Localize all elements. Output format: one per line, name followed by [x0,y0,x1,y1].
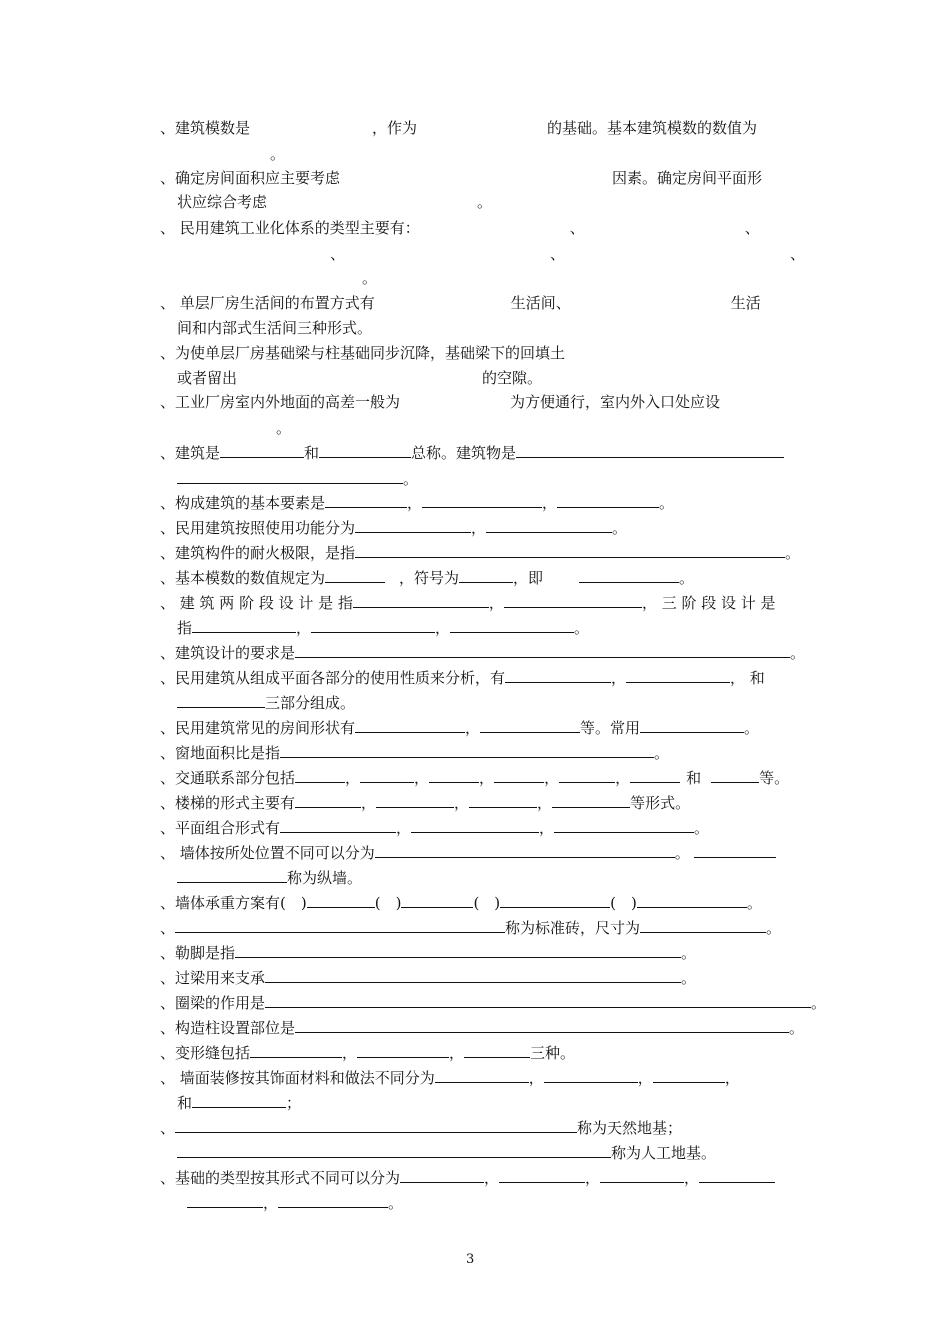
question-2-line-2: 状应综合考虑 。 [177,193,493,211]
blank [557,493,659,508]
question-14-line-1: 、民用建筑从组成平面各部分的使用性质来分析，有 ， ， 和 [160,669,765,687]
blank [653,1068,725,1083]
blank [422,493,542,508]
page-number: 3 [466,1252,475,1267]
question-29-line-2: 称为人工地基。 [177,1143,716,1163]
blank [559,768,615,783]
blank [250,1043,342,1058]
blank [637,893,747,908]
blank [192,618,296,633]
question-12-line-2: 指 ， ， 。 [177,619,590,637]
blank [325,568,385,583]
question-5-line-2: 或者留出 的空隙。 [177,369,543,387]
question-27-line: 、变形缝包括 ， ， 三种。 [160,1044,576,1062]
blank [177,868,287,883]
blank [401,893,473,908]
blank [429,768,479,783]
question-13-line: 、建筑设计的要求是 。 [160,644,806,662]
blank [464,1043,530,1058]
blank [486,518,612,533]
blank [360,768,414,783]
blank [699,1168,775,1183]
question-11-line: 、基本模数的数值规定为 ，符号为 ，即 。 [160,569,695,587]
blank [355,543,785,558]
question-1-line-1: 、建筑模数是 ，作为 的基础。基本建筑模数的数值为 [160,119,758,137]
blank [516,443,784,458]
question-30-line-2: ， 。 [187,1193,403,1213]
blank [192,1093,286,1108]
blank [450,618,574,633]
blank [307,893,375,908]
blank [319,443,411,458]
question-7-line-2: 。 [177,469,418,489]
blank [400,1168,484,1183]
blank [280,743,654,758]
question-6-line-2: 。 [276,419,292,437]
question-3-line-1: 、 民用建筑工业化体系的类型主要有： 、 、 [160,219,760,237]
blank [375,843,675,858]
blank [626,668,730,683]
blank [295,768,345,783]
blank [552,793,630,808]
blank [295,1018,789,1033]
blank [177,469,403,484]
question-25-line: 、圈梁的作用是 。 [160,994,827,1012]
question-19-line: 、平面组合形式有 ， ， 。 [160,819,710,837]
blank [357,1043,449,1058]
blank [187,1193,263,1208]
blank [278,1193,388,1208]
question-20-line-1: 、 墙体按所处位置不同可以分为 。 [160,843,776,863]
blank [554,818,694,833]
question-14-line-2: 三部分组成。 [177,693,355,713]
question-30-line-1: 、基础的类型按其形式不同可以分为 ， ， ， [160,1168,775,1188]
blank [630,768,680,783]
question-8-line: 、构成建筑的基本要素是 ， ， 。 [160,494,675,512]
question-5-line-1: 、为使单层厂房基础梁与柱基础同步沉降，基础梁下的回填土 [160,344,566,362]
question-3-line-3: 。 [362,269,378,287]
blank [175,1118,577,1133]
question-18-line: 、楼梯的形式主要有 ， ， ， 等形式。 [160,794,691,812]
blank [711,768,759,783]
blank [694,843,776,858]
question-29-line-1: 、 称为天然地基； [160,1119,683,1137]
blank [295,643,790,658]
question-3-line-2: 、 、 、 [330,245,806,263]
question-28-line-1: 、 墙面装修按其饰面材料和做法不同分为 ， ， ， [160,1069,740,1087]
blank [220,443,304,458]
blank [480,718,580,733]
blank [177,1143,611,1158]
blank [280,818,396,833]
blank [411,818,539,833]
blank [265,968,681,983]
blank [235,943,681,958]
question-24-line: 、过梁用来支承 。 [160,969,697,987]
blank [504,593,642,608]
blank [175,918,505,933]
blank [376,793,454,808]
question-12-line-1: 、 建 筑 两 阶 段 设 计 是 指 ， ， 三 阶 段 设 计 是 [160,594,776,612]
question-7-line-1: 、建筑是 和 总称。建筑物是 [160,443,784,463]
blank [499,1168,585,1183]
blank [640,718,744,733]
blank [435,1068,529,1083]
blank [579,568,679,583]
blank [505,668,611,683]
blank [459,568,513,583]
question-16-line: 、窗地面积比是指 。 [160,744,670,762]
question-4-line-1: 、 单层厂房生活间的布置方式有 生活间、 生活 [160,294,761,312]
question-15-line: 、民用建筑常见的房间形状有 ， 等。常用 。 [160,719,760,737]
question-23-line: 、勒脚是指 。 [160,944,697,962]
blank [265,993,811,1008]
blank [355,518,471,533]
question-4-line-2: 间和内部式生活间三种形式。 [177,319,373,337]
question-17-line: 、交通联系部分包括 ， ， ， ， ， 和 等。 [160,769,790,787]
blank [544,1068,638,1083]
question-26-line: 、构造柱设置部位是 。 [160,1019,805,1037]
blank [295,793,361,808]
blank [311,618,435,633]
question-9-line: 、民用建筑按照使用功能分为 ， 。 [160,519,628,537]
question-21-line: 、墙体承重方案有( ) ( ) ( ) ( ) 。 [160,894,762,912]
question-28-line-2: 和 ； [177,1094,302,1112]
blank [355,718,465,733]
blank [494,768,544,783]
question-10-line: 、建筑构件的耐火极限，是指 。 [160,544,801,562]
blank [325,493,407,508]
blank [469,793,537,808]
blank [177,693,265,708]
question-6-line-1: 、工业厂房室内外地面的高差一般为 为方便通行，室内外入口处应设 [160,393,721,411]
blank [353,593,489,608]
question-22-line: 、 称为标准砖，尺寸为 。 [160,919,782,937]
blank [640,918,766,933]
blank [600,1168,684,1183]
question-20-line-2: 称为纵墙。 [177,868,362,888]
blank [500,893,610,908]
question-2-line-1: 、确定房间面积应主要考虑 因素。确定房间平面形 [160,169,763,187]
question-1-line-2: 。 [270,145,286,163]
